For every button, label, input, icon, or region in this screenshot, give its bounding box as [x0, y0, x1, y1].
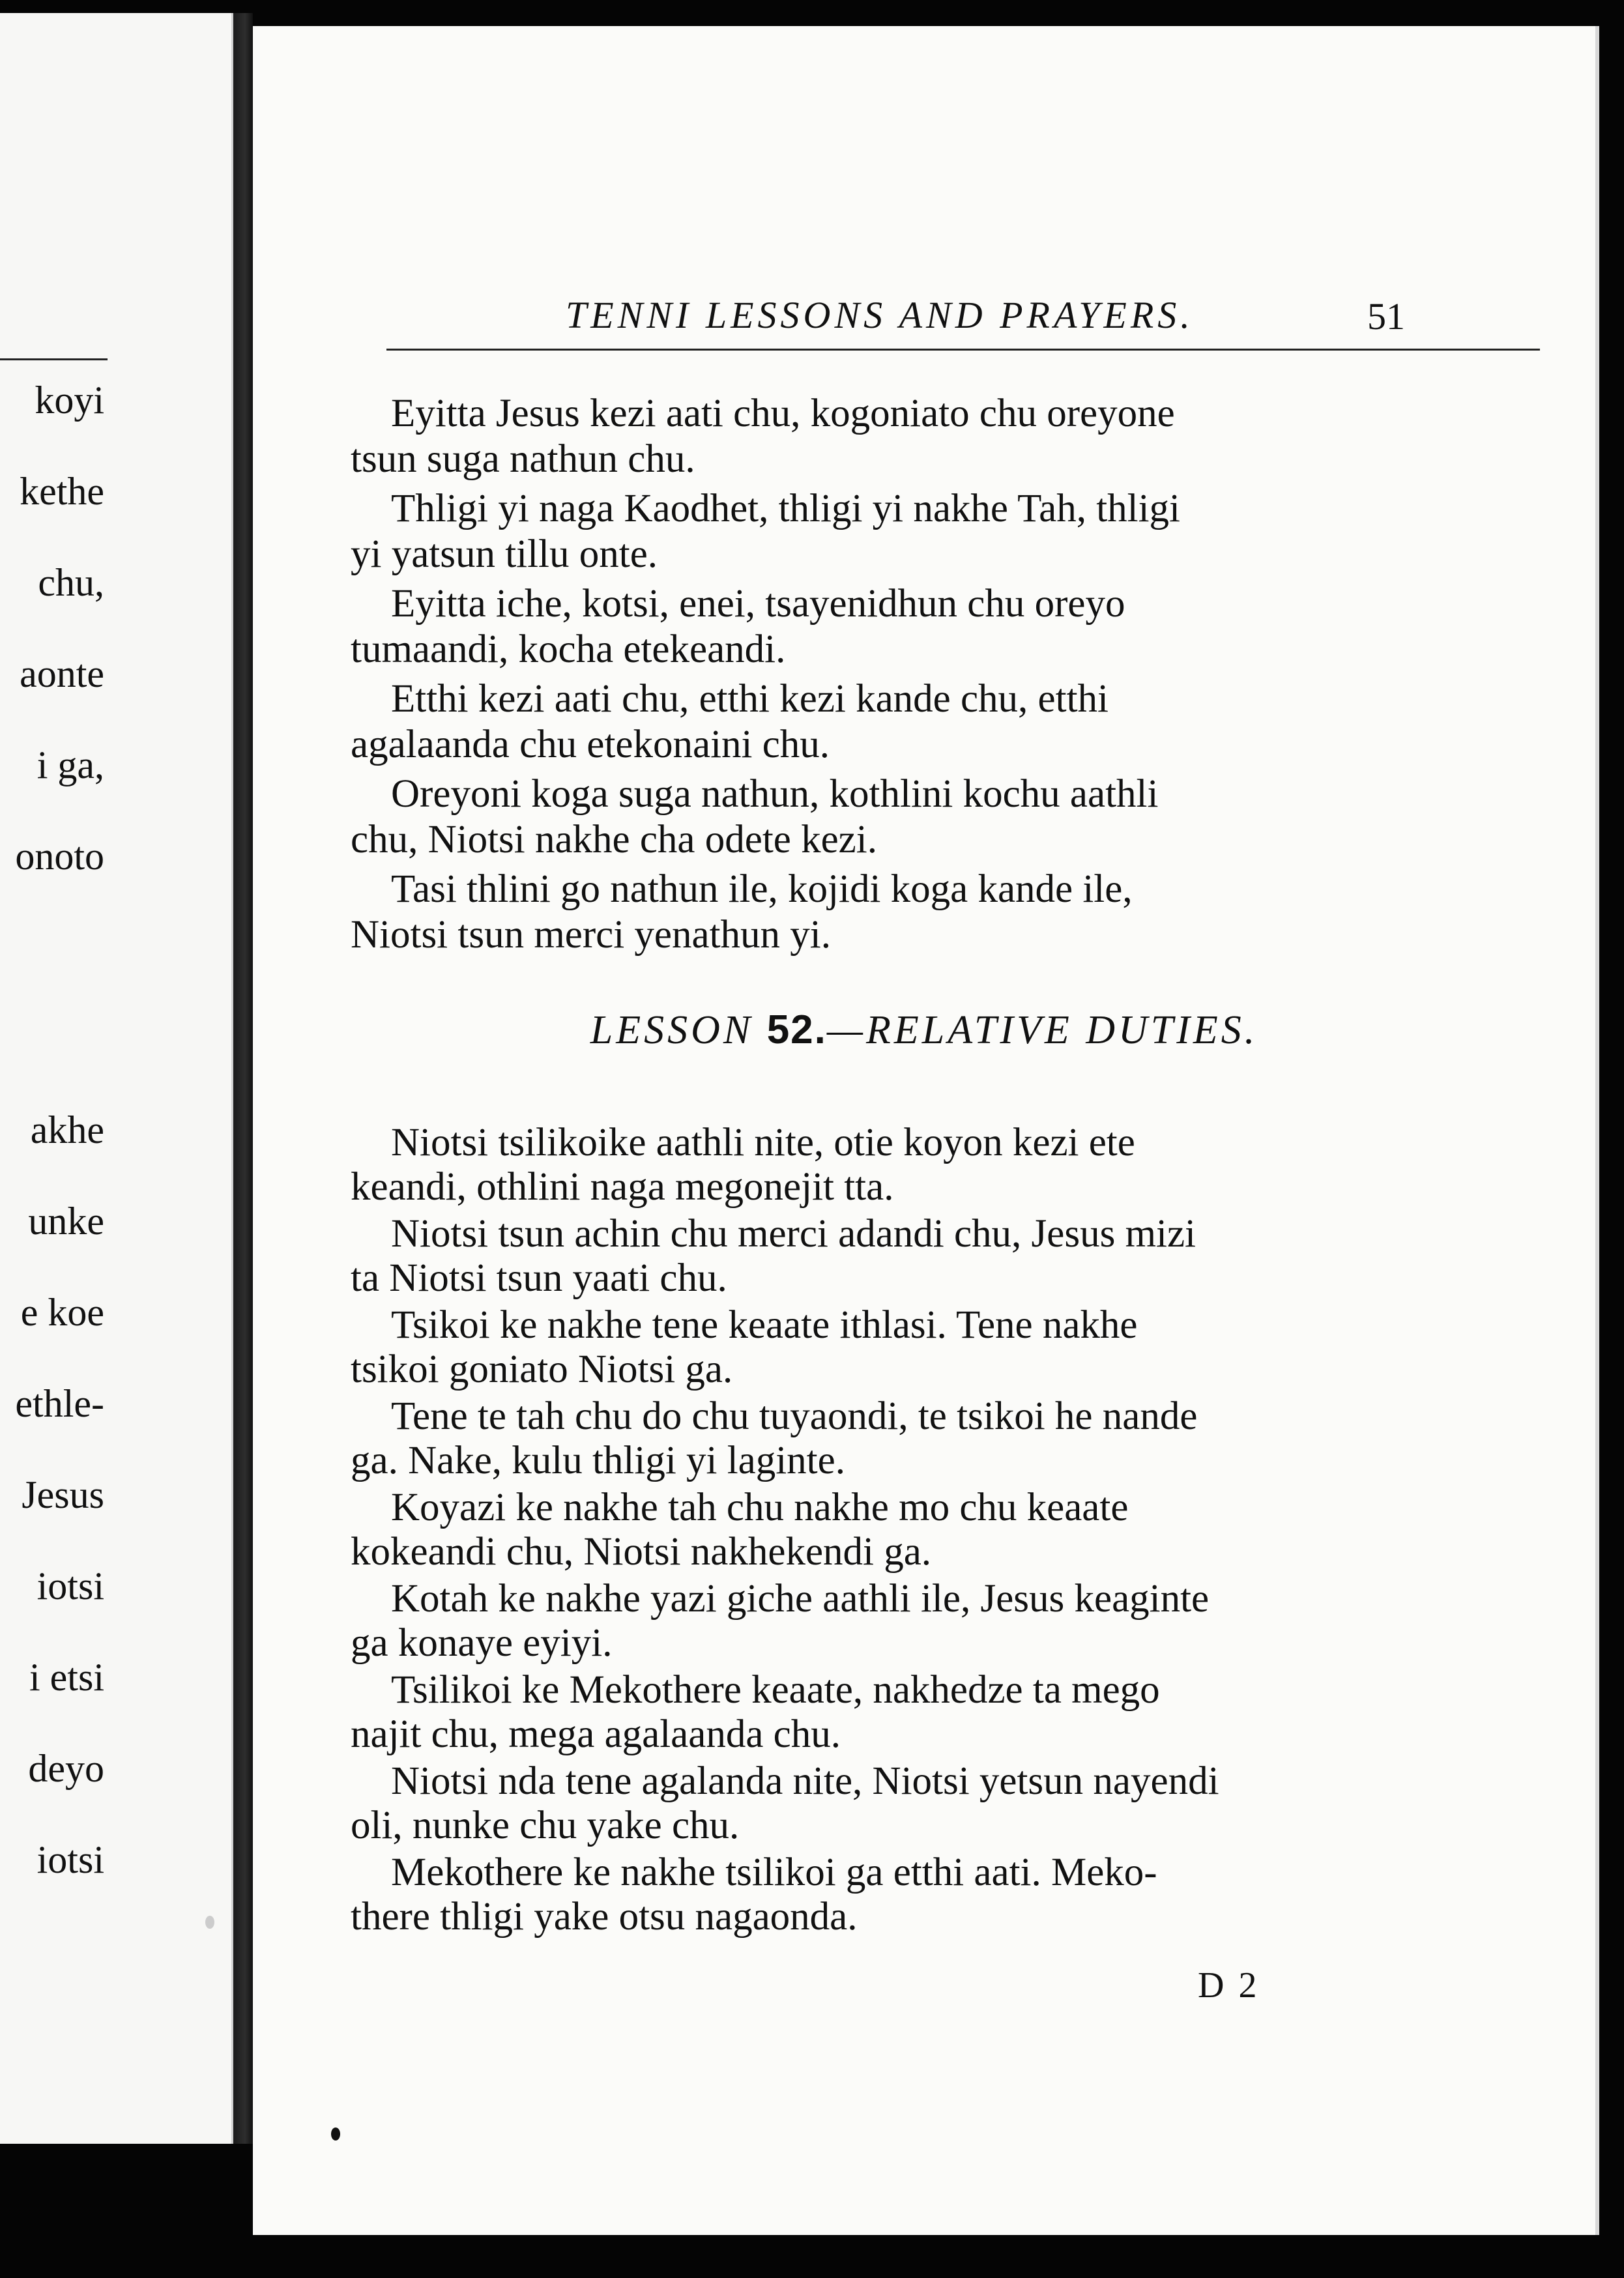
lesson-heading [253, 1007, 1595, 1054]
paragraph-line: Tasi thlini go nathun ile, kojidi koga kande ile, [391, 867, 1133, 911]
left-page-fragment: unke [28, 1200, 104, 1243]
paragraph-line: kokeandi chu, Niotsi nakhekendi ga. [351, 1530, 932, 1574]
paragraph-line: tsun suga nathun chu. [351, 437, 695, 481]
left-page-fragment: e koe [20, 1291, 104, 1334]
left-page-fragment: akhe [30, 1108, 104, 1151]
paragraph [351, 1303, 1524, 1392]
paragraph-line: Niotsi tsun achin chu merci adandi chu, Jesus mizi [391, 1212, 1196, 1256]
paragraph-line: Kotah ke nakhe yazi giche aathli ile, Jesus keaginte [391, 1577, 1210, 1621]
left-page-fragment: deyo [28, 1747, 104, 1790]
left-page-rule [0, 358, 108, 360]
left-page-fragment: iotsi [36, 1838, 104, 1881]
left-page-fragment: ethle- [15, 1382, 104, 1425]
header-rule [386, 349, 1540, 351]
paragraph [351, 676, 1524, 768]
paragraph-line: Eyitta Jesus kezi aati chu, kogoniato chu oreyone [391, 392, 1175, 435]
paragraph-line: Eyitta iche, kotsi, enei, tsayenidhun chu oreyo [391, 582, 1125, 626]
left-page-fragment: i ga, [36, 743, 104, 786]
left-page-fragment: chu, [38, 561, 104, 604]
paragraph [351, 867, 1524, 958]
left-page-fragment: onoto [15, 835, 104, 878]
paragraph [351, 1668, 1524, 1757]
paragraph-line: agalaanda chu etekonaini chu. [351, 723, 830, 766]
paragraph-line: Niotsi tsilikoike aathli nite, otie koyon kezi ete [391, 1121, 1135, 1164]
paragraph [351, 1394, 1524, 1483]
lesson-text-block [351, 1121, 1524, 1942]
paragraph-line: ga. Nake, kulu thligi yi laginte. [351, 1439, 845, 1482]
paragraph-line: Niotsi tsun merci yenathun yi. [351, 913, 831, 957]
paragraph [351, 1486, 1524, 1574]
paragraph [351, 1759, 1524, 1848]
paragraph [351, 581, 1524, 672]
ink-dot [331, 2127, 340, 2141]
paragraph-line: najit chu, mega agalaanda chu. [351, 1712, 841, 1756]
left-page-fragment: i etsi [29, 1656, 104, 1699]
paragraph-line: chu, Niotsi nakhe cha odete kezi. [351, 818, 877, 861]
left-page-fragment: aonte [20, 652, 104, 695]
left-page-fragment: kethe [20, 470, 104, 513]
paragraph-line: tumaandi, kocha etekeandi. [351, 627, 786, 671]
paragraph [351, 1121, 1524, 1209]
paragraph [351, 391, 1524, 482]
left-facing-page [0, 13, 233, 2144]
paragraph-line: Tsilikoi ke Mekothere keaate, nakhedze ta mego [391, 1668, 1160, 1712]
left-page-fragment: iotsi [36, 1564, 104, 1608]
paragraph-line: Oreyoni koga suga nathun, kothlini kochu aathli [391, 772, 1159, 816]
page-speck [205, 1916, 214, 1929]
paragraph-line: there thligi yake otsu nagaonda. [351, 1895, 858, 1939]
paragraph-line: yi yatsun tillu onte. [351, 532, 658, 576]
paragraph-line: Koyazi ke nakhe tah chu nakhe mo chu keaate [391, 1486, 1129, 1529]
paragraph [351, 771, 1524, 863]
paragraph-line: tsikoi goniato Niotsi ga. [351, 1348, 733, 1391]
signature-mark: D 2 [1198, 1965, 1260, 2006]
paragraph [351, 1851, 1524, 1939]
page-number: 51 [1367, 295, 1405, 338]
paragraph-line: Tene te tah chu do chu tuyaondi, te tsikoi he nande [391, 1394, 1198, 1438]
paragraph-line: ga konaye eyiyi. [351, 1621, 613, 1665]
right-page [253, 26, 1599, 2235]
left-page-fragment: koyi [35, 379, 104, 422]
paragraph-line: Mekothere ke nakhe tsilikoi ga etthi aati. Meko- [391, 1851, 1157, 1894]
paragraph-line: Tsikoi ke nakhe tene keaate ithlasi. Tene nakhe [391, 1303, 1138, 1347]
paragraph [351, 486, 1524, 577]
paragraph-line: keandi, othlini naga megonejit tta. [351, 1165, 894, 1209]
lesson-prefix: LESSON [590, 1008, 754, 1052]
paragraph-line: Etthi kezi aati chu, etthi kezi kande chu, etthi [391, 677, 1109, 721]
paragraph-line: oli, nunke chu yake chu. [351, 1804, 740, 1847]
paragraph-line: ta Niotsi tsun yaati chu. [351, 1256, 727, 1300]
paragraph [351, 1577, 1524, 1665]
paragraph [351, 1212, 1524, 1301]
paragraph-line: Thligi yi naga Kaodhet, thligi yi nakhe Tah, thligi [391, 487, 1181, 530]
book-gutter [233, 13, 253, 2144]
paragraph-line: Niotsi nda tene agalanda nite, Niotsi yetsun nayendi [391, 1759, 1219, 1803]
running-head: TENNI LESSONS AND PRAYERS. [566, 294, 1194, 336]
prayer-text-block [351, 391, 1524, 962]
lesson-number: 52. [766, 1007, 827, 1052]
scan-border [0, 2242, 1624, 2278]
left-page-fragment: Jesus [22, 1473, 104, 1516]
lesson-title-text: —RELATIVE DUTIES. [826, 1008, 1258, 1052]
